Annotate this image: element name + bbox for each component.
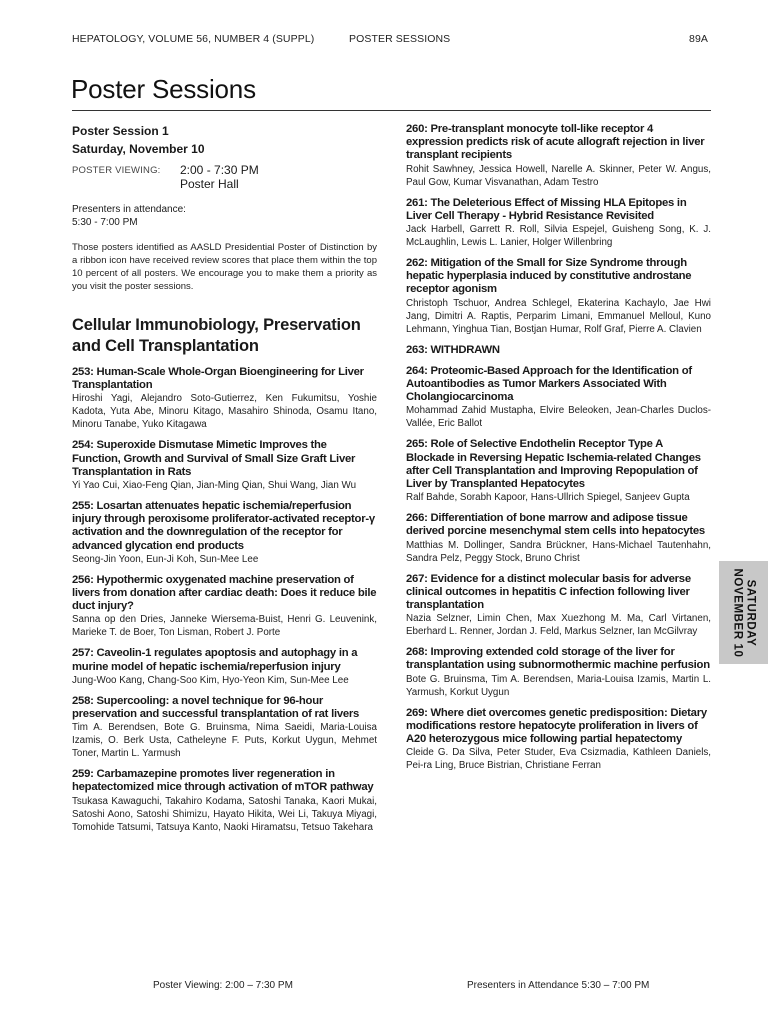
abstract-authors: Ralf Bahde, Sorabh Kapoor, Hans-Ullrich Spiegel, Sanjeev Gupta <box>406 492 690 504</box>
abstract-title: 264: Proteomic-Based Approach for the Identification of Autoantibodies as Tumor Markers Associated With Cholangiocarcinoma <box>406 364 692 404</box>
running-header-journal: HEPATOLOGY, VOLUME 56, NUMBER 4 (SUPPL) <box>72 33 315 45</box>
side-tab-date: NOVEMBER 10 <box>731 567 744 658</box>
abstract-authors: Bote G. Bruinsma, Tim A. Berendsen, Maria-Louisa Izamis, Martin L. Yarmush, Korkut Uygun <box>406 673 711 698</box>
poster-viewing-time: 2:00 - 7:30 PM <box>180 163 259 177</box>
abstract-title: 255: Losartan attenuates hepatic ischemia/reperfusion injury through peroxisome proliferator-activated receptor-γ activation and the downregulation of the receptor for advanced glycation end products <box>72 500 375 552</box>
footer-attendance: Presenters in Attendance 5:30 – 7:00 PM <box>467 980 650 991</box>
abstract-item <box>406 197 711 249</box>
session-name: Poster Session 1 <box>72 124 169 138</box>
abstract-title: 261: The Deleterious Effect of Missing HLA Epitopes in Liver Cell Therapy - Hybrid Resistance Revisited <box>406 196 687 222</box>
intro-paragraph: Those posters identified as AASLD Presidential Poster of Distinction by a ribbon icon have received review scores that place them within the top 10 percent of all posters. We encourage you to make them a priority as you visit the poster sessions. <box>72 242 377 292</box>
poster-viewing-place: Poster Hall <box>180 177 239 191</box>
title-rule <box>72 110 711 111</box>
abstract-title: 266: Differentiation of bone marrow and adipose tissue derived porcine mesenchymal stem cells into hepatocytes <box>406 512 705 538</box>
abstract-authors: Rohit Sawhney, Jessica Howell, Narelle A. Skinner, Peter W. Angus, Paul Gow, Kumar Visvanathan, Adam Testro <box>406 163 711 188</box>
attendance-label: Presenters in attendance: <box>72 204 186 215</box>
footer-viewing: Poster Viewing: 2:00 – 7:30 PM <box>153 980 293 991</box>
page-number: 89A <box>689 33 708 45</box>
abstract-title: 263: WITHDRAWN <box>406 343 500 356</box>
abstract-title: 267: Evidence for a distinct molecular basis for adverse clinical outcomes in hepatitis C infection following liver transplantation <box>406 572 691 612</box>
right-column <box>406 123 711 780</box>
abstract-item <box>406 646 711 698</box>
side-tab-day: SATURDAY <box>744 579 757 646</box>
date-side-tab <box>719 561 768 664</box>
abstract-item <box>406 707 711 773</box>
abstract-item <box>406 512 711 564</box>
abstract-authors: Seong-Jin Yoon, Eun-Ji Koh, Sun-Mee Lee <box>72 553 259 565</box>
abstract-title: 269: Where diet overcomes genetic predisposition: Dietary modifications restore hepatocyte proliferation in livers of A20 heterozygous mice following partial hepatectomy <box>406 706 707 746</box>
running-header-section: POSTER SESSIONS <box>349 33 451 45</box>
abstract-title: 262: Mitigation of the Small for Size Syndrome through hepatic hyperplasia induced by constitutive androstane receptor agonism <box>406 257 692 296</box>
abstract-item <box>72 647 377 686</box>
abstract-item <box>72 439 377 492</box>
page-title: Poster Sessions <box>71 74 256 104</box>
abstract-title: 260: Pre-transplant monocyte toll-like receptor 4 expression predicts risk of acute allograft rejection in liver transplant recipients <box>406 123 705 162</box>
abstract-item <box>72 768 377 833</box>
abstract-title: 259: Carbamazepine promotes liver regeneration in hepatectomized mice through activation of mTOR pathway <box>72 768 374 794</box>
section-title: Cellular Immunobiology, Preservation and Cell Transplantation <box>72 316 361 355</box>
abstract-title: 253: Human-Scale Whole-Organ Bioengineering for Liver Transplantation <box>72 366 364 392</box>
abstract-title: 256: Hypothermic oxygenated machine preservation of livers from donation after cardiac death: Does it reduce bile duct injury? <box>72 573 377 613</box>
abstract-item <box>406 123 711 189</box>
abstract-item <box>72 695 377 760</box>
abstract-authors: Jung-Woo Kang, Chang-Soo Kim, Hyo-Yeon Kim, Sun-Mee Lee <box>72 674 349 686</box>
abstract-item <box>72 366 377 431</box>
abstract-authors: Tim A. Berendsen, Bote G. Bruinsma, Nima Saeidi, Maria-Louisa Izamis, O. Berk Usta, Catheleyne F. Puts, Korkut Uygun, Mehmet Toner, Martin L. Yarmush <box>72 722 377 760</box>
abstract-title: 265: Role of Selective Endothelin Receptor Type A Blockade in Reversing Hepatic Ischemia-related Changes after Cell Transplantation and Improving Repopulation of Liver by Transplanted Hepatocytes <box>406 438 701 491</box>
abstract-title: 268: Improving extended cold storage of the liver for transplantation using subnormothermic machine perfusion <box>406 646 710 672</box>
abstract-item <box>72 574 377 640</box>
poster-viewing-block <box>72 163 377 191</box>
left-abstract-list <box>72 366 377 834</box>
abstract-item <box>406 573 711 639</box>
abstract-authors: Yi Yao Cui, Xiao-Feng Qian, Jian-Ming Qian, Shui Wang, Jian Wu <box>72 480 357 492</box>
poster-viewing-label: POSTER VIEWING: <box>72 165 161 176</box>
attendance-block <box>72 203 377 229</box>
abstract-item <box>406 257 711 336</box>
left-column <box>72 123 377 842</box>
abstract-title: 254: Superoxide Dismutase Mimetic Improves the Function, Growth and Survival of Small Size Graft Liver Transplantation in Rats <box>72 439 356 478</box>
abstract-authors: Nazia Selzner, Limin Chen, Max Xuezhong M. Ma, Carl Virtanen, Eberhard L. Renner, Jordan J. Feld, Markus Selzner, Ian McGilvray <box>406 613 711 638</box>
right-abstract-list <box>406 123 711 772</box>
abstract-authors: Christoph Tschuor, Andrea Schlegel, Ekaterina Kachaylo, Jae Hwi Jang, Dimitri A. Raptis, Perparim Limani, Emmanuel Melloul, Kuno Lehmann, Yinghua Tian, Bostjan Humar, Rolf Graf, Pierre A. Clavien <box>406 297 711 335</box>
abstract-authors: Mohammad Zahid Mustapha, Elvire Beleoken, Jean-Charles Duclos-Vallée, Eric Ballot <box>406 405 711 430</box>
abstract-authors: Hiroshi Yagi, Alejandro Soto-Gutierrez, Ken Fukumitsu, Yoshie Kadota, Yuta Abe, Minoru Kitago, Masahiro Shinoda, Osamu Itano, Minoru Tanabe, Yuko Kitagawa <box>72 393 377 431</box>
abstract-authors: Cleide G. Da Silva, Peter Studer, Eva Csizmadia, Kathleen Daniels, Pei-ra Ling, Bruce Bistrian, Christiane Ferran <box>406 747 711 772</box>
abstract-title: 258: Supercooling: a novel technique for 96-hour preservation and successful transplantation of rat livers <box>72 694 360 721</box>
attendance-time: 5:30 - 7:00 PM <box>72 217 138 228</box>
abstract-authors: Tsukasa Kawaguchi, Takahiro Kodama, Satoshi Tanaka, Kaori Mukai, Satoshi Aono, Satoshi Shimizu, Hayato Hikita, Wei Li, Takuya Miyagi, Tomohide Tatsumi, Tatsuya Kanto, Naoki Hiramatsu, Tetsuo Takehara <box>72 795 377 833</box>
abstract-item <box>406 365 711 431</box>
abstract-item <box>406 438 711 504</box>
abstract-authors: Matthias M. Dollinger, Sandra Brückner, Hans-Michael Tautenhahn, Sandra Pelz, Peggy Stock, Bruno Christ <box>406 539 711 564</box>
session-date: Saturday, November 10 <box>72 142 205 156</box>
abstract-authors: Sanna op den Dries, Janneke Wiersema-Buist, Henri G. Leuvenink, Marieke T. de Boer, Ton Lisman, Robert J. Porte <box>72 614 377 639</box>
poster-viewing-details <box>180 163 259 191</box>
abstract-authors: Jack Harbell, Garrett R. Roll, Silvia Espejel, Guisheng Song, K. J. McLaughlin, Lewis L. Lanier, Holger Willenbring <box>406 224 711 249</box>
abstract-item <box>72 500 377 566</box>
abstract-title: 257: Caveolin-1 regulates apoptosis and autophagy in a murine model of hepatic ischemia/reperfusion injury <box>72 647 358 673</box>
side-tab-text <box>731 568 757 657</box>
abstract-item <box>406 344 711 357</box>
